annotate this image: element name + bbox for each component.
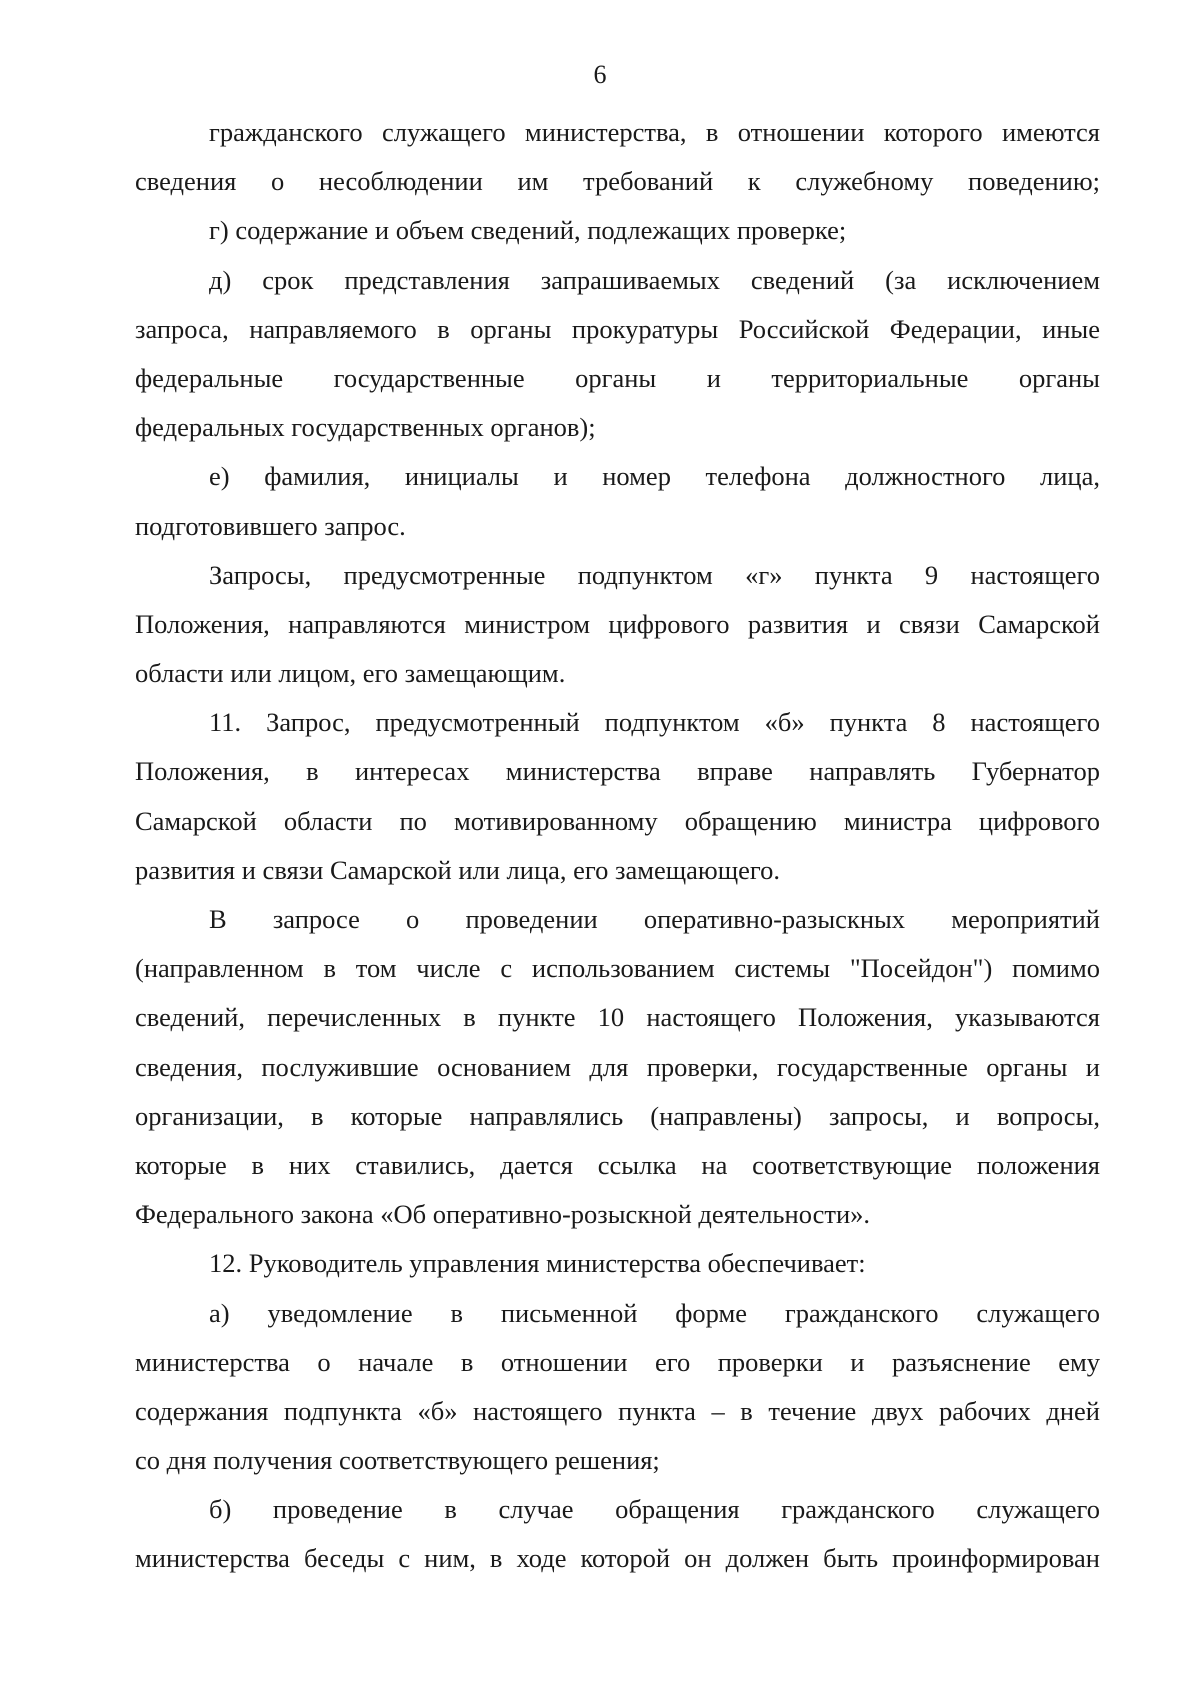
- text-line: Самарской области по мотивированному обращению министра цифрового: [135, 805, 1100, 836]
- text-line: (направленном в том числе с использованием системы "Посейдон") помимо: [135, 953, 1100, 984]
- text-line: федеральные государственные органы и территориальные органы: [135, 362, 1100, 393]
- text-line: 12. Руководитель управления министерства обеспечивает:: [209, 1248, 866, 1279]
- text-line: В запросе о проведении оперативно-разыскных мероприятий: [209, 904, 1100, 934]
- text-line: сведения, послужившие основанием для проверки, государственные органы и: [135, 1051, 1100, 1082]
- text-line: Запросы, предусмотренные подпунктом «г» пункта 9 настоящего: [209, 559, 1100, 590]
- text-line: министерства о начале в отношении его проверки и разъяснение ему: [135, 1346, 1100, 1377]
- text-line: гражданского служащего министерства, в отношении которого имеются: [209, 117, 1100, 147]
- text-line: Положения, в интересах министерства вправе направлять Губернатор: [135, 756, 1100, 787]
- text-line: д) срок представления запрашиваемых сведений (за исключением: [209, 264, 1100, 295]
- page-number: 6: [593, 60, 607, 89]
- text-line: федеральных государственных органов);: [135, 412, 596, 443]
- text-line: Положения, направляются министром цифрового развития и связи Самарской: [135, 608, 1100, 639]
- text-line: е) фамилия, инициалы и номер телефона должностного лица,: [209, 461, 1100, 492]
- document-body: [135, 108, 1100, 1584]
- text-line: сведений, перечисленных в пункте 10 настоящего Положения, указываются: [135, 1002, 1100, 1033]
- text-line: а) уведомление в письменной форме гражданского служащего: [209, 1297, 1100, 1328]
- text-line: г) содержание и объем сведений, подлежащих проверке;: [209, 215, 847, 246]
- text-line: 11. Запрос, предусмотренный подпунктом «б» пункта 8 настоящего: [209, 707, 1100, 738]
- text-line: подготовившего запрос.: [135, 510, 406, 541]
- text-line: со дня получения соответствующего решения;: [135, 1445, 660, 1476]
- text-line: сведения о несоблюдении им требований к служебному поведению;: [135, 166, 1100, 197]
- text-line: развития и связи Самарской или лица, его замещающего.: [135, 854, 780, 885]
- text-line: области или лицом, его замещающим.: [135, 658, 566, 689]
- text-line: Федерального закона «Об оперативно-розыскной деятельности».: [135, 1199, 871, 1230]
- text-line: которые в них ставились, дается ссылка на соответствующие положения: [135, 1149, 1100, 1180]
- text-line: запроса, направляемого в органы прокуратуры Российской Федерации, иные: [135, 313, 1100, 344]
- text-line: содержания подпункта «б» настоящего пункта – в течение двух рабочих дней: [135, 1395, 1100, 1426]
- text-line: организации, в которые направлялись (направлены) запросы, и вопросы,: [135, 1100, 1100, 1131]
- text-line: б) проведение в случае обращения гражданского служащего: [209, 1494, 1100, 1525]
- text-line: министерства беседы с ним, в ходе которой он должен быть проинформирован: [135, 1543, 1100, 1574]
